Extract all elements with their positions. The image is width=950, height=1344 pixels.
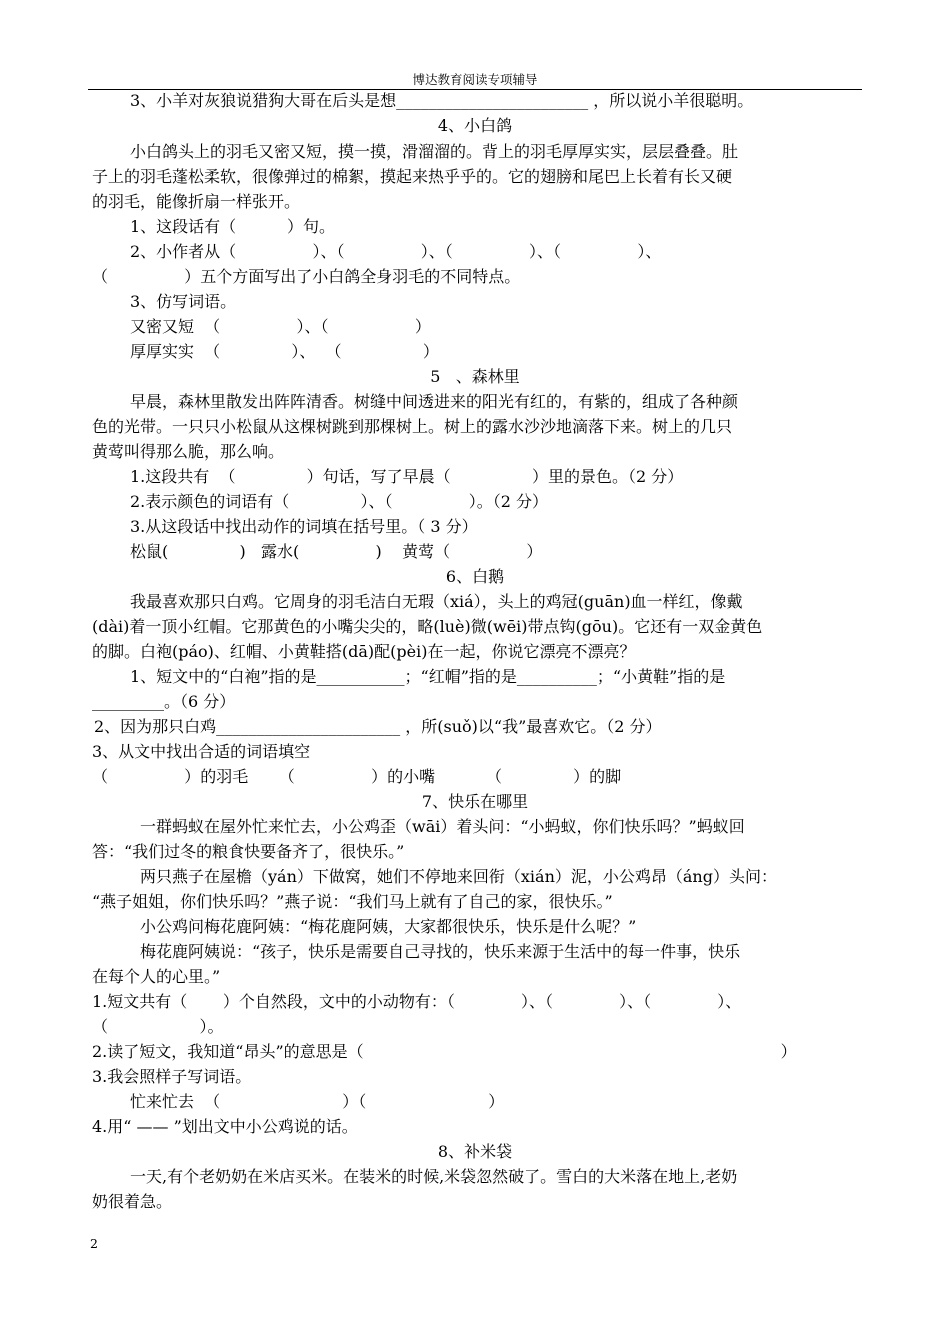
page-number: 2 — [90, 1236, 98, 1251]
text-line: 1、这段话有（ ）句。 — [130, 217, 336, 236]
text-line: 一群蚂蚁在屋外忙来忙去，小公鸡歪（wāi）着头问：“小蚂蚁，你们快乐吗？”蚂蚁回 — [140, 817, 745, 836]
text-line: 3、从文中找出合适的词语填空 — [92, 742, 311, 761]
text-line: 黄莺叫得那么脆，那么响。 — [92, 442, 285, 461]
text-line: 奶很着急。 — [92, 1192, 173, 1211]
text-line: 1.这段共有 （ ）句话，写了早晨（ ）里的景色。（2 分） — [130, 467, 684, 486]
text-line: 子上的羽毛蓬松柔软，很像弹过的棉絮，摸起来热乎乎的。它的翅膀和尾巴上长着有长又硬 — [92, 167, 733, 186]
text-line: 答：“我们过冬的粮食快要备齐了，很快乐。” — [92, 842, 405, 861]
text-line: 2、因为那只白鸡_______________________ ，所(suǒ)以“我”最喜欢它。（2 分） — [94, 717, 662, 736]
text-line: 2、小作者从（ ）、（ ）、（ ）、（ ）、 — [130, 242, 662, 261]
text-line: 早晨，森林里散发出阵阵清香。树缝中间透进来的阳光有红的，有紫的，组成了各种颜 — [130, 392, 739, 411]
text-line: 2.表示颜色的词语有（ ）、（ ）。（2 分） — [130, 492, 549, 511]
text-line: 3、小羊对灰狼说猎狗大哥在后头是想________________________ ，所以说小羊很聪明。 — [130, 91, 754, 110]
text-line: 一天,有个老奶奶在米店买米。在装米的时候,米袋忽然破了。雪白的大米落在地上,老奶 — [130, 1167, 738, 1186]
text-line: 小白鸽头上的羽毛又密又短，摸一摸，滑溜溜的。背上的羽毛厚厚实实，层层叠叠。肚 — [130, 142, 739, 161]
text-line: 3、仿写词语。 — [130, 292, 237, 311]
text-line: 厚厚实实 （ ）、 （ ） — [130, 342, 439, 361]
text-line: 2.读了短文，我知道“昂头”的意思是（ ） — [92, 1042, 797, 1061]
text-line: “燕子姐姐，你们快乐吗？”燕子说：“我们马上就有了自己的家，很快乐。” — [92, 892, 613, 911]
text-line: 的羽毛，能像折扇一样张开。 — [92, 192, 301, 211]
text-line: 我最喜欢那只白鸡。它周身的羽毛洁白无瑕（xiá），头上的鸡冠(guān)血一样红，像戴 — [130, 592, 743, 611]
text-line: 两只燕子在屋檐（yán）下做窝，她们不停地来回衔（xián）泥，小公鸡昂（áng）头问： — [140, 867, 777, 886]
text-line: 3.从这段话中找出动作的词填在括号里。（ 3 分） — [130, 517, 478, 536]
text-line: (dài)着一顶小红帽。它那黄色的小嘴尖尖的，略(luè)微(wēi)带点钩(gōu)。它还有一双金黄色 — [92, 617, 763, 636]
text-line: 在每个人的心里。” — [92, 967, 221, 986]
section-title: 4、小白鸽 — [437, 116, 513, 135]
text-line: 1.短文共有（ ）个自然段，文中的小动物有：（ ）、（ ）、（ ）、 — [92, 992, 742, 1011]
page-header: 博达教育阅读专项辅导 — [412, 72, 538, 87]
text-line: 的脚。白袍(páo)、红帽、小黄鞋搭(dā)配(pèi)在一起，你说它漂亮不漂亮？ — [92, 642, 636, 661]
section-title: 8、补米袋 — [437, 1142, 513, 1161]
text-line: 3.我会照样子写词语。 — [92, 1067, 252, 1086]
text-line: 小公鸡问梅花鹿阿姨：“梅花鹿阿姨，大家都很快乐，快乐是什么呢？” — [140, 917, 637, 936]
text-line: _________。（6 分） — [92, 692, 236, 711]
text-line: 色的光带。一只只小松鼠从这棵树跳到那棵树上。树上的露水沙沙地滴落下来。树上的几只 — [92, 417, 733, 436]
text-line: （ ）的羽毛 （ ）的小嘴 （ ）的脚 — [92, 767, 622, 786]
section-title: 7、快乐在哪里 — [421, 792, 529, 811]
text-line: （ ）。 — [92, 1017, 224, 1036]
text-line: 梅花鹿阿姨说：“孩子，快乐是需要自己寻找的，快乐来源于生活中的每一件事，快乐 — [140, 942, 741, 961]
text-line: 又密又短 （ ）、（ ） — [130, 317, 431, 336]
text-line: 1、短文中的“白袍”指的是___________；“红帽”指的是__________；“小黄鞋”指的是 — [130, 667, 726, 686]
text-line: 忙来忙去 （ ）（ ） — [130, 1092, 505, 1111]
text-line: 松鼠( ) 露水( ) 黄莺（ ） — [130, 542, 543, 561]
section-title: 6、白鹅 — [445, 567, 505, 586]
section-title: 5 、森林里 — [430, 367, 520, 386]
text-line: 4.用“ —— ”划出文中小公鸡说的话。 — [92, 1117, 358, 1136]
text-line: （ ）五个方面写出了小白鸽全身羽毛的不同特点。 — [92, 267, 521, 286]
